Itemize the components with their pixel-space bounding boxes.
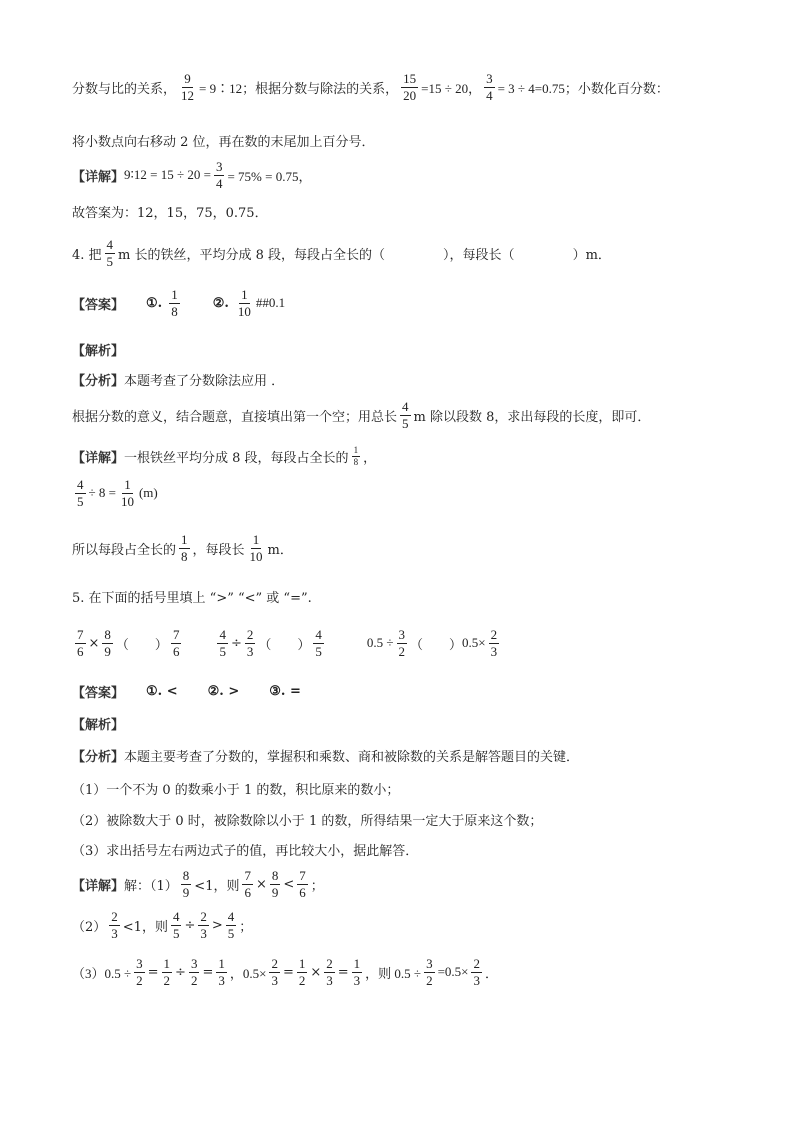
- text: m 长的铁丝，平均分成 8 段，每段占全长的（: [118, 247, 386, 263]
- text: 本题主要考查了分数的，掌握积和乘数、商和被除数的关系是解答题目的关键．: [124, 750, 580, 765]
- denominator: 5: [219, 643, 226, 659]
- text: 【分析】: [72, 374, 125, 389]
- text: <1，则: [194, 878, 240, 894]
- fraction: [75, 478, 86, 508]
- text: ，: [363, 451, 377, 467]
- text: <: [283, 876, 295, 892]
- denominator: 5: [172, 925, 180, 941]
- text: 分数与比的关系，: [72, 81, 177, 97]
- numerator: 7: [77, 627, 84, 642]
- denominator: 8: [171, 303, 178, 319]
- numerator: 3: [486, 71, 493, 86]
- rule-2: [72, 810, 754, 829]
- numerator: 1: [352, 446, 361, 457]
- detail-5-part-2: [72, 910, 754, 940]
- text: （: [115, 637, 129, 653]
- denominator: 2: [190, 972, 198, 988]
- text: =0.5×: [437, 964, 469, 980]
- denominator: 9: [104, 643, 111, 659]
- text: 【详解】: [72, 451, 125, 467]
- denominator: 6: [244, 884, 251, 900]
- denominator: 3: [246, 643, 254, 659]
- numerator: 2: [473, 956, 480, 971]
- fraction: [109, 910, 120, 940]
- line-decimal-to-percent: [72, 131, 754, 150]
- fraction: [171, 628, 182, 658]
- text: ；: [310, 878, 324, 894]
- numerator: 3: [426, 956, 433, 971]
- text: 根据分数的意义，结合题意，直接填出第一个空；用总长: [72, 409, 398, 425]
- text: ÷ 8 =: [88, 485, 116, 501]
- fraction: [424, 957, 435, 987]
- line-detail-q3: [72, 160, 754, 190]
- numerator: 1: [163, 956, 171, 971]
- text: m．: [267, 542, 293, 558]
- question-5-expressions: [72, 628, 754, 658]
- numerator: 1: [181, 532, 188, 547]
- numerator: 1: [218, 956, 225, 971]
- fraction: [134, 957, 145, 987]
- text: 【分析】: [72, 750, 125, 765]
- text: ×: [88, 635, 100, 651]
- text: ；: [239, 919, 253, 935]
- question-5: [72, 587, 754, 606]
- numerator: 15: [403, 71, 417, 86]
- text: ##0.1: [255, 295, 286, 311]
- numerator: 3: [398, 627, 406, 642]
- equation-4: [72, 478, 754, 508]
- answer-4: [72, 288, 754, 318]
- fraction: [171, 910, 182, 940]
- analysis-4: [72, 370, 754, 389]
- numerator: 7: [172, 627, 180, 642]
- rule-3: [72, 840, 754, 859]
- fraction: [297, 869, 308, 899]
- text: ×: [255, 876, 267, 892]
- text: 9∶12 = 15 ÷ 20 =: [124, 167, 211, 183]
- text: 【答案】: [72, 686, 125, 701]
- text: ③. =: [269, 684, 301, 699]
- numerator: 2: [271, 956, 278, 971]
- numerator: 1: [353, 956, 361, 971]
- detail-5-part-1: [72, 869, 754, 899]
- text: 将小数点向右移动 2 位，再在数的末尾加上百分号．: [72, 135, 375, 150]
- fraction: [119, 478, 136, 508]
- denominator: 5: [315, 643, 322, 659]
- analysis-heading-5: [72, 714, 754, 733]
- text: ①. <: [146, 684, 178, 699]
- text: ÷: [230, 635, 242, 651]
- rule-1: [72, 779, 754, 798]
- detail-tag: 【详解】: [72, 169, 125, 185]
- fraction: [217, 628, 228, 658]
- fraction: [75, 628, 86, 658]
- text: ，0.5×: [229, 965, 267, 981]
- text: 0.5 ÷: [366, 635, 394, 651]
- fraction: [324, 957, 335, 987]
- fraction: [397, 628, 408, 658]
- denominator: 10: [249, 548, 263, 564]
- numerator: 4: [106, 237, 114, 252]
- text: （3）0.5 ÷: [72, 965, 132, 981]
- text: ）: [297, 637, 311, 653]
- text: = 75% = 0.75，: [227, 168, 312, 184]
- fraction: [471, 957, 482, 987]
- line-answer-q3: [72, 202, 754, 221]
- numerator: 3: [136, 956, 143, 971]
- denominator: 3: [271, 972, 278, 988]
- text: ×: [310, 964, 322, 980]
- fraction: [245, 628, 256, 658]
- denominator: 6: [172, 643, 180, 659]
- text: 解：（1）: [124, 878, 178, 894]
- numerator: 1: [252, 532, 260, 547]
- denominator: 3: [111, 925, 118, 941]
- text: ）m．: [572, 247, 611, 263]
- text: =: [202, 964, 214, 980]
- denominator: 20: [403, 87, 417, 103]
- fraction: [214, 160, 225, 190]
- numerator: 4: [227, 909, 235, 924]
- text: （2）: [72, 919, 107, 935]
- text: =15 ÷ 20，: [421, 80, 482, 96]
- text: （: [258, 637, 272, 653]
- numerator: 3: [215, 159, 223, 174]
- fraction: [198, 910, 209, 940]
- numerator: 9: [184, 71, 191, 86]
- text: ）: [154, 637, 168, 653]
- text: =: [147, 964, 159, 980]
- numerator: 7: [299, 868, 306, 883]
- numerator: 1: [241, 287, 248, 302]
- text: =: [337, 964, 349, 980]
- text: 【解析】: [72, 718, 125, 733]
- denominator: 10: [237, 303, 251, 319]
- text: = 9∶12；根据分数与除法的关系，: [199, 80, 399, 96]
- numerator: 4: [77, 477, 84, 492]
- numerator: 7: [244, 868, 251, 883]
- denominator: 8: [353, 457, 359, 468]
- denominator: 2: [136, 972, 143, 988]
- denominator: 4: [486, 87, 493, 103]
- question-4: [72, 238, 754, 268]
- numerator: 2: [200, 909, 207, 924]
- numerator: 2: [246, 627, 254, 642]
- answer-index: ①.: [146, 295, 163, 311]
- denominator: 9: [271, 884, 279, 900]
- text: ，每段长: [192, 542, 245, 558]
- denominator: 6: [299, 884, 306, 900]
- fraction: [226, 910, 237, 940]
- fraction: [179, 533, 190, 563]
- denominator: 8: [181, 548, 188, 564]
- text: ②. >: [207, 684, 240, 699]
- numerator: 3: [190, 956, 198, 971]
- fraction: [242, 869, 253, 899]
- fraction: [216, 957, 227, 987]
- numerator: 1: [298, 956, 306, 971]
- numerator: 8: [182, 868, 190, 883]
- text: m 除以段数 8，求出每段的长度，即可．: [413, 409, 651, 425]
- denominator: 5: [402, 415, 409, 431]
- fraction: [269, 957, 280, 987]
- numerator: 2: [490, 627, 498, 642]
- text: （3）求出括号左右两边式子的值，再比较大小，据此解答．: [72, 844, 419, 859]
- denominator: 12: [181, 87, 195, 103]
- numerator: 8: [271, 868, 279, 883]
- text: ，则 0.5 ÷: [365, 965, 422, 981]
- numerator: 4: [219, 627, 226, 642]
- line-fraction-ratio-relation: [72, 72, 754, 102]
- denominator: 3: [326, 972, 333, 988]
- question-number: 4. 把: [72, 247, 102, 263]
- fraction: [400, 400, 411, 430]
- fraction: [181, 869, 192, 899]
- fraction: [162, 957, 173, 987]
- numerator: 1: [171, 287, 178, 302]
- detail-5-part-3: [72, 957, 754, 987]
- fraction: [270, 869, 281, 899]
- numerator: 4: [172, 909, 180, 924]
- denominator: 2: [426, 972, 433, 988]
- conclusion-4: [72, 533, 754, 563]
- numerator: 2: [111, 909, 118, 924]
- expression-3: [367, 628, 502, 658]
- text: 5. 在下面的括号里填上 “>” “<” 或 “=”.: [72, 591, 312, 606]
- numerator: 4: [402, 399, 409, 414]
- denominator: 5: [106, 253, 114, 269]
- analysis-5: [72, 746, 754, 765]
- answer-index: ②.: [212, 295, 229, 311]
- text: 【详解】: [72, 878, 125, 894]
- text: 本题考查了分数除法应用 ．: [124, 374, 285, 389]
- fraction: [489, 628, 500, 658]
- text: ．: [484, 966, 498, 982]
- denominator: 3: [200, 925, 207, 941]
- text: >: [211, 917, 223, 933]
- fraction: [169, 288, 180, 318]
- denominator: 2: [298, 972, 306, 988]
- denominator: 5: [77, 493, 84, 509]
- denominator: 9: [182, 884, 190, 900]
- fraction: [236, 288, 253, 318]
- fraction: [189, 957, 200, 987]
- expression-1: [72, 628, 184, 658]
- fraction: [179, 72, 196, 102]
- fraction: [297, 957, 308, 987]
- denominator: 10: [120, 493, 134, 509]
- text: ），每段长（: [443, 247, 515, 263]
- expression-2: [214, 628, 326, 658]
- denominator: 3: [353, 972, 361, 988]
- fraction: [352, 446, 361, 468]
- denominator: 3: [473, 972, 480, 988]
- fraction: [102, 628, 113, 658]
- text: = 3 ÷ 4=0.75；小数化百分数：: [497, 80, 669, 96]
- numerator: 1: [124, 477, 131, 492]
- text: 【解析】: [72, 344, 125, 359]
- denominator: 2: [163, 972, 171, 988]
- text: 0.5×: [462, 635, 486, 651]
- fraction: [313, 628, 324, 658]
- text: ÷: [184, 917, 196, 933]
- analysis-4-detail: [72, 400, 754, 430]
- text: <1，则: [122, 919, 168, 935]
- text: （2）被除数大于 0 时，被除数除以小于 1 的数，所得结果一定大于原来这个数；: [72, 814, 543, 829]
- answer-5: [72, 682, 754, 701]
- fraction: [401, 72, 418, 102]
- denominator: 3: [490, 643, 498, 659]
- denominator: 6: [77, 643, 84, 659]
- detail-4: [72, 446, 754, 468]
- denominator: 2: [398, 643, 406, 659]
- fraction: [105, 238, 116, 268]
- text: （1）一个不为 0 的数乘小于 1 的数，积比原来的数小；: [72, 783, 400, 798]
- text: (m): [138, 485, 158, 501]
- numerator: 8: [104, 627, 111, 642]
- answer-tag: 【答案】: [72, 297, 125, 313]
- text: ）: [449, 637, 463, 653]
- denominator: 3: [218, 972, 225, 988]
- denominator: 5: [227, 925, 235, 941]
- fraction: [484, 72, 495, 102]
- fraction: [248, 533, 265, 563]
- analysis-heading-4: [72, 340, 754, 359]
- text: 所以每段占全长的: [72, 542, 177, 558]
- text: 一根铁丝平均分成 8 段，每段占全长的: [124, 451, 349, 467]
- text: ÷: [175, 964, 186, 980]
- fraction: [352, 957, 363, 987]
- numerator: 4: [315, 627, 322, 642]
- text: 故答案为：12，15，75，0.75．: [72, 206, 268, 221]
- denominator: 4: [215, 175, 223, 191]
- text: （: [410, 637, 424, 653]
- numerator: 2: [326, 956, 333, 971]
- text: =: [282, 964, 294, 980]
